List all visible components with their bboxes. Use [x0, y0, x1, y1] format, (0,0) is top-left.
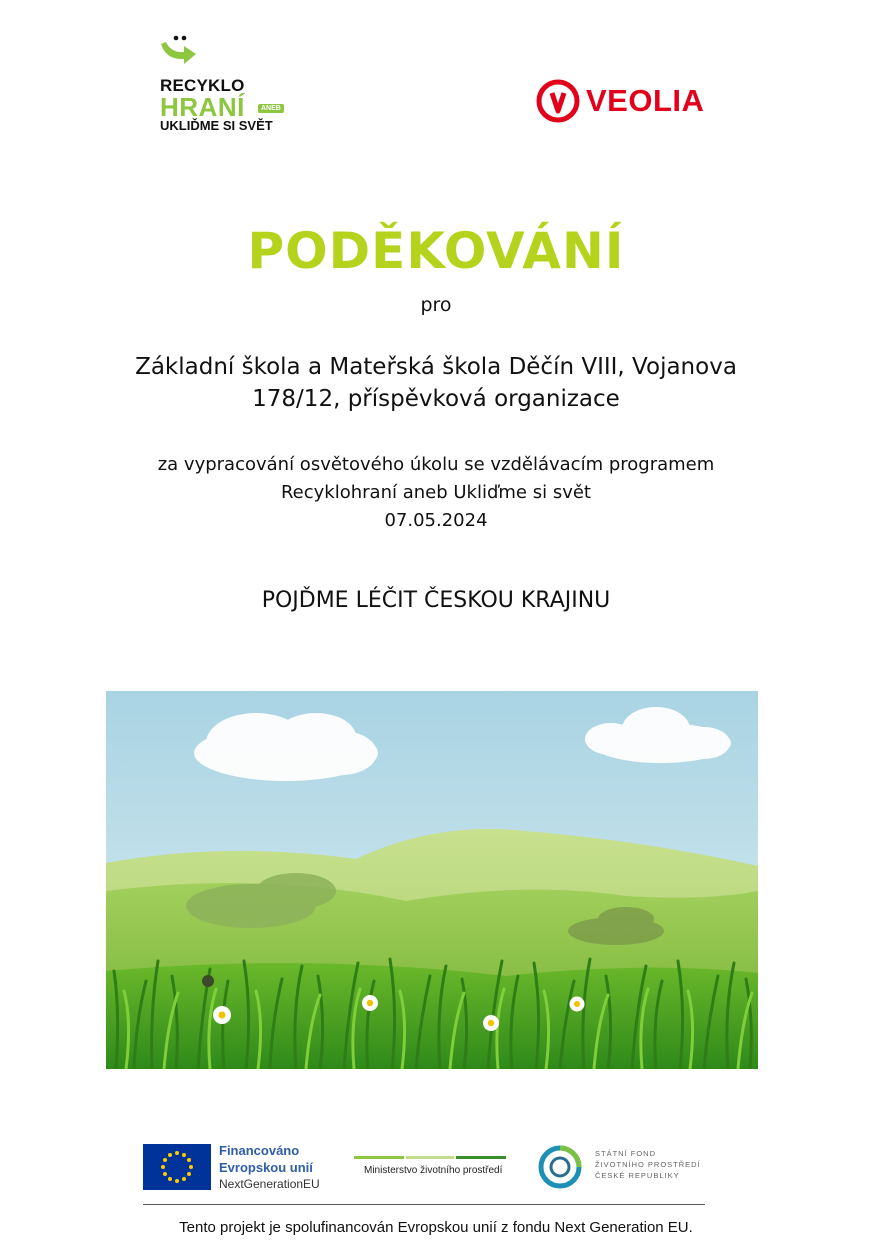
mzp-name: Ministerstvo životního prostředí — [364, 1165, 503, 1176]
sfzp-line-1: STÁTNÍ FOND — [595, 1149, 656, 1158]
recyklo-logo-line2: HRANÍ — [160, 92, 245, 122]
recyklo-logo-line3: UKLIĎME SI SVĚT — [160, 118, 273, 133]
reason-line-1: za vypracování osvětového úkolu se vzdělávacím programem — [157, 454, 715, 475]
meadow-illustration — [106, 691, 758, 1069]
eu-funding-line-3: NextGenerationEU — [219, 1177, 320, 1191]
slogan: POJĎME LÉČIT ČESKOU KRAJINU — [261, 588, 611, 613]
veolia-wordmark: VEOLIA — [586, 83, 705, 118]
footer-divider — [143, 1204, 705, 1205]
reason-line-2: Recyklohraní aneb Ukliďme si svět — [280, 482, 591, 503]
certificate-title: PODĚKOVÁNÍ — [247, 222, 625, 280]
sfzp-line-2: ŽIVOTNÍHO PROSTŘEDÍ — [595, 1160, 701, 1169]
eu-flag-icon — [143, 1144, 211, 1190]
recyklo-logo-line1: RECYKLO — [160, 76, 245, 95]
for-label: pro — [420, 294, 452, 316]
sfzp-line-3: ČESKÉ REPUBLIKY — [595, 1171, 680, 1180]
eu-funding-line-2: Evropskou unií — [219, 1160, 313, 1175]
recipient-line-2: 178/12, příspěvková organizace — [252, 386, 620, 412]
recyklo-logo-aneb: ANEB — [258, 104, 284, 113]
sfzp-emblem-icon — [537, 1144, 583, 1190]
recyklohrani-logo — [158, 34, 298, 136]
eu-funding-line-1: Financováno — [219, 1143, 300, 1158]
ministry-environment-logo — [354, 1152, 506, 1186]
mzp-bar-2 — [406, 1156, 454, 1159]
award-date: 07.05.2024 — [384, 510, 488, 531]
mzp-bar-3 — [456, 1156, 506, 1159]
mzp-bar-1 — [354, 1156, 404, 1159]
veolia-emblem-icon — [536, 79, 580, 123]
state-environmental-fund-logo — [537, 1143, 717, 1191]
smiley-arrow-icon — [158, 34, 202, 68]
sfzp-name — [595, 1148, 701, 1181]
award-reason — [0, 451, 872, 535]
eu-funding-label — [219, 1142, 320, 1193]
recipient-school — [0, 351, 872, 415]
veolia-logo — [536, 78, 726, 124]
recipient-line-1: Základní škola a Mateřská škola Děčín VIII, Vojanova — [135, 354, 737, 380]
footer-funding-note: Tento projekt je spolufinancován Evropskou unií z fondu Next Generation EU. — [179, 1219, 693, 1236]
